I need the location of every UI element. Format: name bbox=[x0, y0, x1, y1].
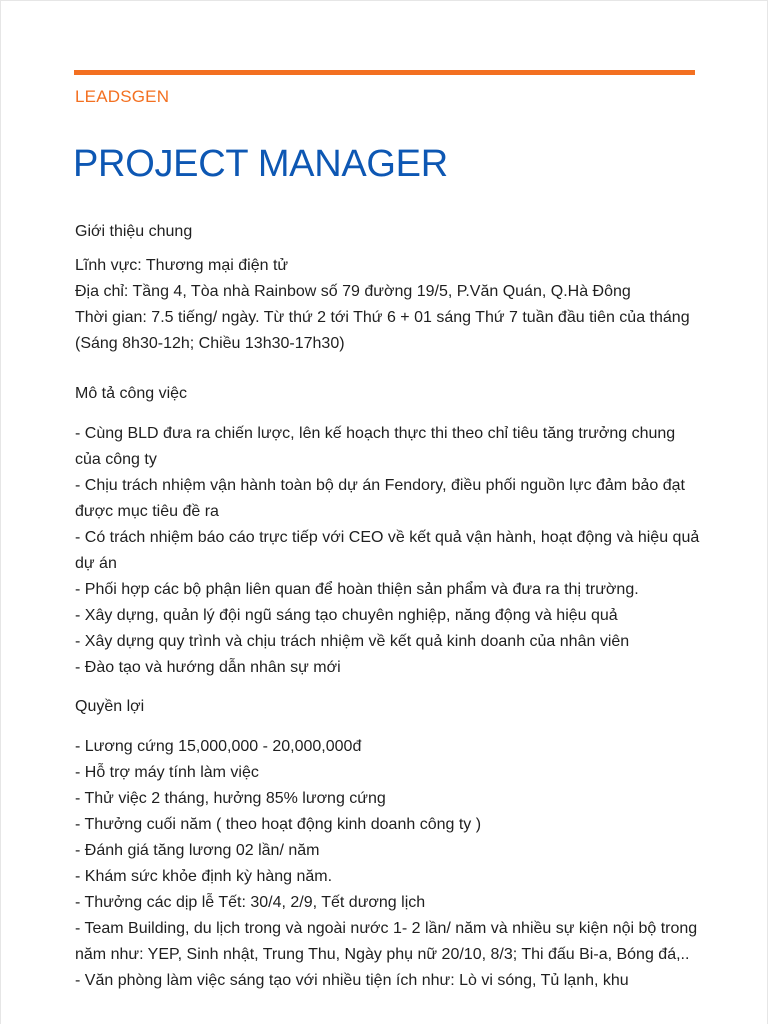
description-section bbox=[75, 421, 700, 681]
intro-section bbox=[75, 253, 700, 357]
description-item: - Chịu trách nhiệm vận hành toàn bộ dự án Fendory, điều phối nguồn lực đảm bảo đạt được mục tiêu đề ra bbox=[75, 477, 685, 520]
benefit-item: - Đánh giá tăng lương 02 lần/ năm bbox=[75, 842, 320, 859]
job-title: PROJECT MANAGER bbox=[73, 143, 448, 185]
benefit-item: - Thử việc 2 tháng, hưởng 85% lương cứng bbox=[75, 790, 386, 807]
company-name: LEADSGEN bbox=[75, 87, 170, 106]
benefit-item: - Team Building, du lịch trong và ngoài nước 1- 2 lần/ năm và nhiều sự kiện nội bộ trong năm như: YEP, Sinh nhật, Trung Thu, Ngày phụ nữ 20/10, 8/3; Thi đấu Bi-a, Bóng đá,.. bbox=[75, 920, 698, 963]
intro-field-line: Lĩnh vực: Thương mại điện tử bbox=[75, 257, 289, 274]
benefit-item: - Thưởng cuối năm ( theo hoạt động kinh doanh công ty ) bbox=[75, 816, 482, 833]
benefit-item: - Hỗ trợ máy tính làm việc bbox=[75, 764, 259, 781]
description-item: - Xây dựng, quản lý đội ngũ sáng tạo chuyên nghiệp, năng động và hiệu quả bbox=[75, 607, 618, 624]
benefit-item: - Khám sức khỏe định kỳ hàng năm. bbox=[75, 868, 333, 885]
benefit-item: - Thưởng các dịp lễ Tết: 30/4, 2/9, Tết dương lịch bbox=[75, 894, 426, 911]
description-item: - Cùng BLD đưa ra chiến lược, lên kế hoạch thực thi theo chỉ tiêu tăng trưởng chung của công ty bbox=[75, 425, 676, 468]
intro-time-line: Thời gian: 7.5 tiếng/ ngày. Từ thứ 2 tới Thứ 6 + 01 sáng Thứ 7 tuần đầu tiên của tháng (Sáng 8h30-12h; Chiều 13h30-17h30) bbox=[75, 309, 690, 352]
benefits-heading: Quyền lợi bbox=[75, 698, 145, 715]
benefit-item: - Văn phòng làm việc sáng tạo với nhiều tiện ích như: Lò vi sóng, Tủ lạnh, khu bbox=[75, 972, 629, 989]
intro-address-line: Địa chỉ: Tầng 4, Tòa nhà Rainbow số 79 đường 19/5, P.Văn Quán, Q.Hà Đông bbox=[75, 283, 631, 300]
benefit-item: - Lương cứng 15,000,000 - 20,000,000đ bbox=[75, 738, 362, 755]
description-item: - Có trách nhiệm báo cáo trực tiếp với CEO về kết quả vận hành, hoạt động và hiệu quả dự án bbox=[75, 529, 700, 572]
description-item: - Phối hợp các bộ phận liên quan để hoàn thiện sản phẩm và đưa ra thị trường. bbox=[75, 581, 639, 598]
benefits-section bbox=[75, 734, 700, 994]
description-heading: Mô tả công việc bbox=[75, 385, 188, 402]
intro-heading: Giới thiệu chung bbox=[75, 223, 193, 240]
description-item: - Xây dựng quy trình và chịu trách nhiệm về kết quả kinh doanh của nhân viên bbox=[75, 633, 630, 650]
description-item: - Đào tạo và hướng dẫn nhân sự mới bbox=[75, 659, 341, 676]
accent-divider bbox=[74, 70, 695, 75]
posting-content bbox=[75, 219, 700, 994]
